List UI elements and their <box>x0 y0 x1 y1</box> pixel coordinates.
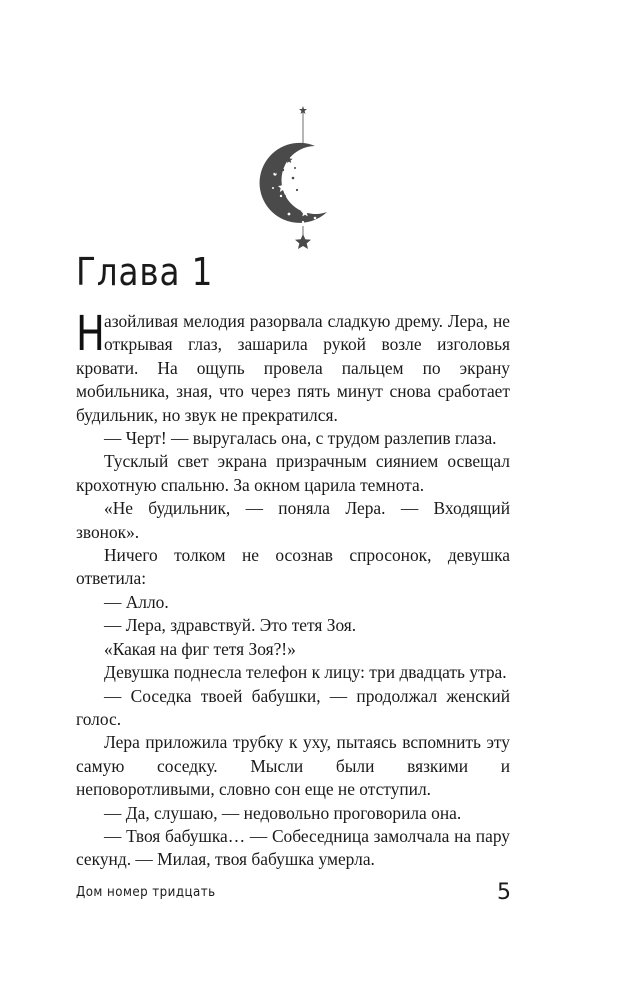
paragraph: — Соседка твоей бабушки, — продолжал женский голос. <box>76 685 510 729</box>
paragraph: «Какая на фиг тетя Зоя?!» <box>104 638 296 659</box>
paragraph: — Твоя бабушка… — Собеседница замолчала на пару секунд. — Милая, твоя бабушка умерла. <box>76 825 510 870</box>
paragraph: — Алло. <box>104 591 169 612</box>
paragraph: Ничего толком не осознав спросонок, девушка ответила: <box>76 545 510 589</box>
running-footer-book-title: Дом номер тридцать <box>76 884 216 900</box>
paragraph: — Черт! — выругалась она, с трудом разлепив глаза. <box>104 428 497 449</box>
paragraph-text: азойливая мелодия разорвала сладкую дрему. Лера, не открывая глаз, зашарила рукой возле изголовья кровати. На ощупь провела пальцем по экрану мобильника, зная, что через пять минут снова сработает будильник, но звук не прекратился. <box>76 311 510 425</box>
paragraph-opening <box>76 306 510 427</box>
page-number: 5 <box>497 880 511 905</box>
paragraph: Тусклый свет экрана призрачным сиянием освещал крохотную спальню. За окном царила темнота. <box>76 451 510 495</box>
chapter-text <box>76 306 510 872</box>
drop-cap-letter: Н <box>76 306 105 362</box>
crescent-moon-with-stars-icon <box>255 104 355 254</box>
paragraph: — Лера, здравствуй. Это тетя Зоя. <box>104 615 357 636</box>
paragraph: — Да, слушаю, — недовольно проговорила она. <box>104 802 462 823</box>
paragraph: Лера приложила трубку к уху, пытаясь вспомнить эту самую соседку. Мысли были вязкими и неповоротливыми, словно сон еще не отступил. <box>76 732 510 800</box>
hanging-star-icon <box>295 234 311 249</box>
crescent-moon-icon <box>260 143 327 223</box>
paragraph: «Не будильник, — поняла Лера. — Входящий звонок». <box>76 498 510 542</box>
chapter-title: Глава 1 <box>76 250 214 294</box>
paragraph: Девушка поднесла телефон к лицу: три двадцать утра. <box>104 662 507 683</box>
